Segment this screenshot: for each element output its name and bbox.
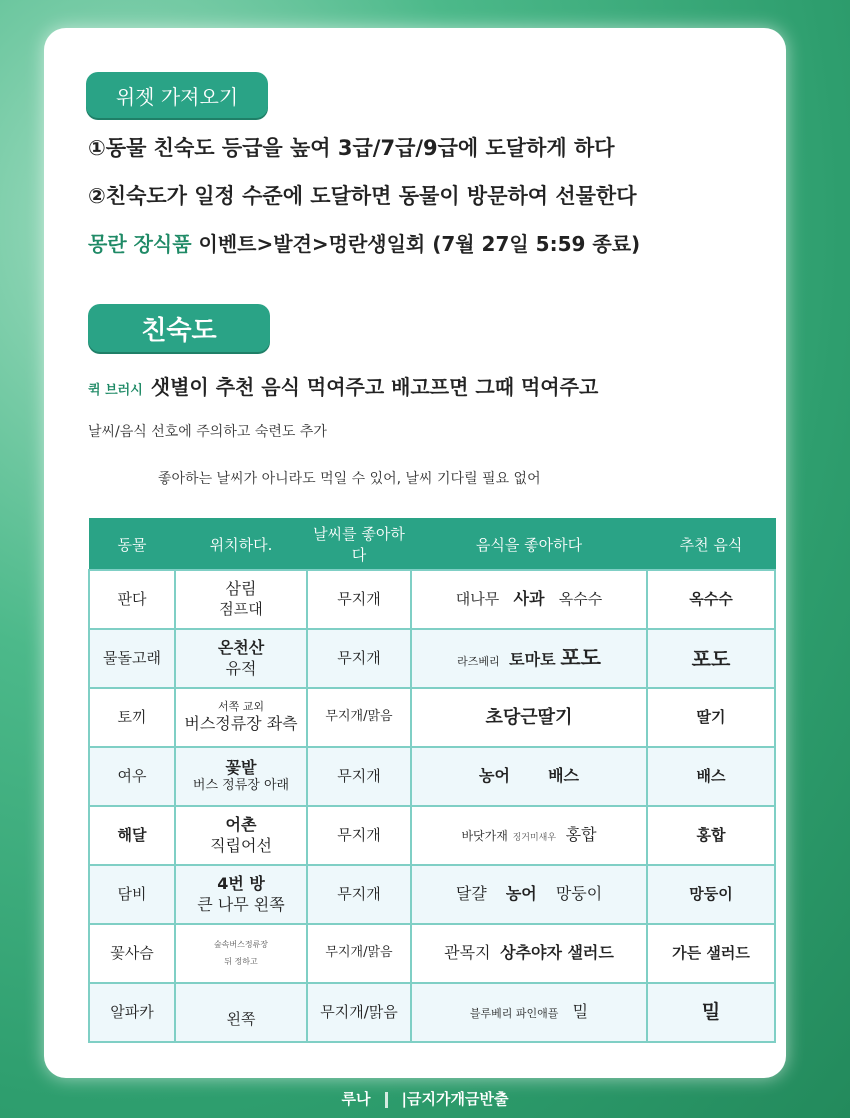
table-row: [89, 570, 775, 629]
location-cell: 4번 방 큰 나무 왼쪽: [175, 865, 307, 924]
food-cell: 바닷가재 징거미새우 홍합: [411, 806, 647, 865]
widget-step-2: ②친숙도가 일정 수준에 도달하면 동물이 방문하여 선물한다: [88, 184, 637, 208]
table-row: [89, 629, 775, 688]
animal-cell: 물돌고래: [89, 629, 175, 688]
food-cell: 대나무 사과 옥수수: [411, 570, 647, 629]
recommend-cell: 홍합: [647, 806, 775, 865]
event-line: [88, 228, 640, 257]
animal-cell: 담비: [89, 865, 175, 924]
quick-tip-label: 퀵 브러시: [88, 383, 143, 398]
location-cell: 온천산 유적: [175, 629, 307, 688]
quick-tip-text: 샛별이 추천 음식 먹여주고 배고프면 그때 먹여주고: [150, 375, 599, 399]
table-row: [89, 747, 775, 806]
animal-cell: 알파카: [89, 983, 175, 1042]
food-cell: 달걀 농어 망둥이: [411, 865, 647, 924]
header-recommend: 추천 음식: [647, 519, 775, 571]
animal-cell: 토끼: [89, 688, 175, 747]
food-cell: 농어 배스: [411, 747, 647, 806]
header-food: 음식을 좋아하다: [411, 519, 647, 571]
location-cell: 숲속버스정류장 뒤 정하고: [175, 924, 307, 983]
food-cell: 관목지 상추야자 샐러드: [411, 924, 647, 983]
animal-cell: 판다: [89, 570, 175, 629]
food-cell: 블루베리 파인애플 밀: [411, 983, 647, 1042]
recommend-cell: 포도: [647, 629, 775, 688]
animal-cell: 꽃사슴: [89, 924, 175, 983]
recommend-cell: 밀: [647, 983, 775, 1042]
weather-cell: 무지개: [307, 865, 411, 924]
quick-tip: [88, 371, 598, 400]
widget-step-1: ①동물 친숙도 등급을 높여 3급/7급/9급에 도달하게 하다: [88, 136, 615, 160]
weather-cell: 무지개: [307, 747, 411, 806]
footer-notice: |금지가개금반출: [401, 1090, 509, 1108]
animal-cell: 해달: [89, 806, 175, 865]
footer-author: 루나: [341, 1090, 371, 1108]
table-row: [89, 983, 775, 1042]
familiarity-section-pill: 친숙도: [88, 304, 270, 352]
watermark-footer: [0, 1088, 850, 1109]
location-cell: 서쪽 교외 버스정류장 좌측: [175, 688, 307, 747]
tip-line-3: 좋아하는 날씨가 아니라도 먹일 수 있어, 날씨 기다릴 필요 없어: [158, 471, 541, 487]
weather-cell: 무지개: [307, 806, 411, 865]
header-animal: 동물: [89, 519, 175, 571]
recommend-cell: 옥수수: [647, 570, 775, 629]
footer-divider: [385, 1092, 388, 1108]
weather-cell: 무지개: [307, 570, 411, 629]
table-header-row: [89, 519, 775, 571]
weather-cell: 무지개/맑음: [307, 688, 411, 747]
event-path: 이벤트>발견>멍란생일회 (7월 27일 5:59 종료): [191, 232, 641, 256]
event-item-name: 몽란 장식품: [88, 232, 192, 256]
location-cell: 삼림 점프대: [175, 570, 307, 629]
recommend-cell: 가든 샐러드: [647, 924, 775, 983]
table-row: [89, 865, 775, 924]
recommend-cell: 망둥이: [647, 865, 775, 924]
location-cell: 어촌 직립어선: [175, 806, 307, 865]
recommend-cell: 딸기: [647, 688, 775, 747]
header-location: 위치하다.: [175, 519, 307, 571]
food-cell: 라즈베리 토마토 포도: [411, 629, 647, 688]
weather-cell: 무지개: [307, 629, 411, 688]
food-cell: 초당근딸기: [411, 688, 647, 747]
recommend-cell: 배스: [647, 747, 775, 806]
animal-table: [88, 518, 776, 1043]
widget-section-pill: 위젯 가져오기: [86, 72, 268, 118]
info-card: [44, 28, 786, 1078]
tip-line-2: 날씨/음식 선호에 주의하고 숙련도 추가: [88, 424, 327, 440]
location-cell: 왼쪽: [175, 983, 307, 1042]
header-weather: 날씨를 좋아하다: [307, 519, 411, 571]
animal-cell: 여우: [89, 747, 175, 806]
weather-cell: 무지개/맑음: [307, 983, 411, 1042]
table-row: [89, 688, 775, 747]
table-row: [89, 924, 775, 983]
weather-cell: 무지개/맑음: [307, 924, 411, 983]
location-cell: 꽃밭 버스 정류장 아래: [175, 747, 307, 806]
table-row: [89, 806, 775, 865]
